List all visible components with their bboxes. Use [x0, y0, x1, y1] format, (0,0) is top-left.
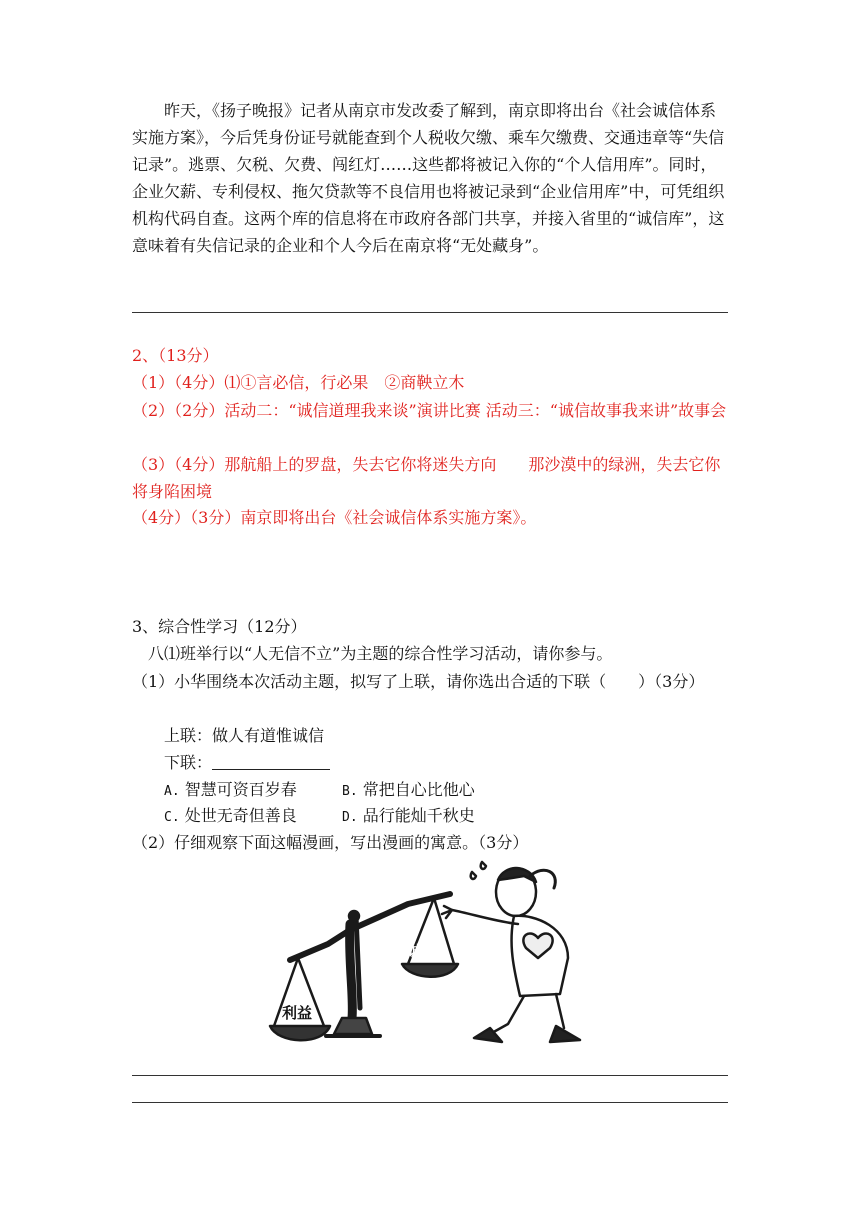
answer-line	[132, 1075, 728, 1076]
cartoon-illustration	[268, 858, 594, 1050]
answer-item-2: （2）（2分）活动二：“诚信道理我来谈”演讲比赛 活动三：“诚信故事我来讲”故事会	[132, 401, 727, 420]
option-a[interactable]: A. 智慧可资百岁春	[164, 780, 297, 799]
question-intro: 八⑴班举行以“人无信不立”为主题的综合性学习活动，请你参与。	[148, 644, 613, 663]
option-c[interactable]: C. 处世无奇但善良	[164, 806, 297, 825]
pan-label-integrity: 诚信	[408, 944, 436, 960]
option-b[interactable]: B. 常把自心比他心	[342, 780, 475, 799]
upper-couplet: 上联：做人有道惟诚信	[164, 726, 325, 745]
question-1: （1）小华围绕本次活动主题，拟写了上联，请你选出合适的下联（ ）（3分）	[132, 672, 705, 691]
options-row-1	[164, 777, 475, 805]
lower-couplet-label: 下联：	[164, 753, 213, 772]
lower-couplet-row	[164, 750, 330, 776]
answer-heading: 2、（13分）	[132, 346, 219, 365]
news-passage: 昨天，《扬子晚报》记者从南京市发改委了解到，南京即将出台《社会诚信体系实施方案》，今后凭身份证号就能查到个人税收欠缴、乘车欠缴费、交通违章等“失信记录”。逃票、欠税、欠费、闯红灯……这些都将被记入你的“个人信用库”。同时，企业欠薪、专利侵权、拖欠贷款等不良信用也将被记录到“企业信用库”中，可凭组织机构代码自查。这两个库的信息将在市政府各部门共享，并接入省里的“诚信库”，这意味着有失信记录的企业和个人今后在南京将“无处藏身”。	[132, 101, 725, 255]
options-row-2	[164, 803, 475, 831]
answer-item-3: （3）（4分）那航船上的罗盘，失去它你将迷失方向 那沙漠中的绿洲，失去它你将身陷困境	[132, 455, 721, 501]
answer-line	[132, 1102, 728, 1103]
answer-line	[132, 312, 728, 313]
answer-item-4: （4分）（3分）南京即将出台《社会诚信体系实施方案》。	[132, 508, 537, 527]
question-2: （2）仔细观察下面这幅漫画，写出漫画的寓意。（3分）	[132, 833, 529, 852]
pan-label-benefit: 利益	[282, 1004, 313, 1022]
answer-item-1: （1）（4分）⑴①言必信，行必果 ②商鞅立木	[132, 373, 465, 392]
option-d[interactable]: D. 品行能灿千秋史	[342, 806, 475, 825]
lower-couplet-blank[interactable]	[212, 752, 330, 770]
question-heading: 3、综合性学习（12分）	[132, 617, 307, 636]
